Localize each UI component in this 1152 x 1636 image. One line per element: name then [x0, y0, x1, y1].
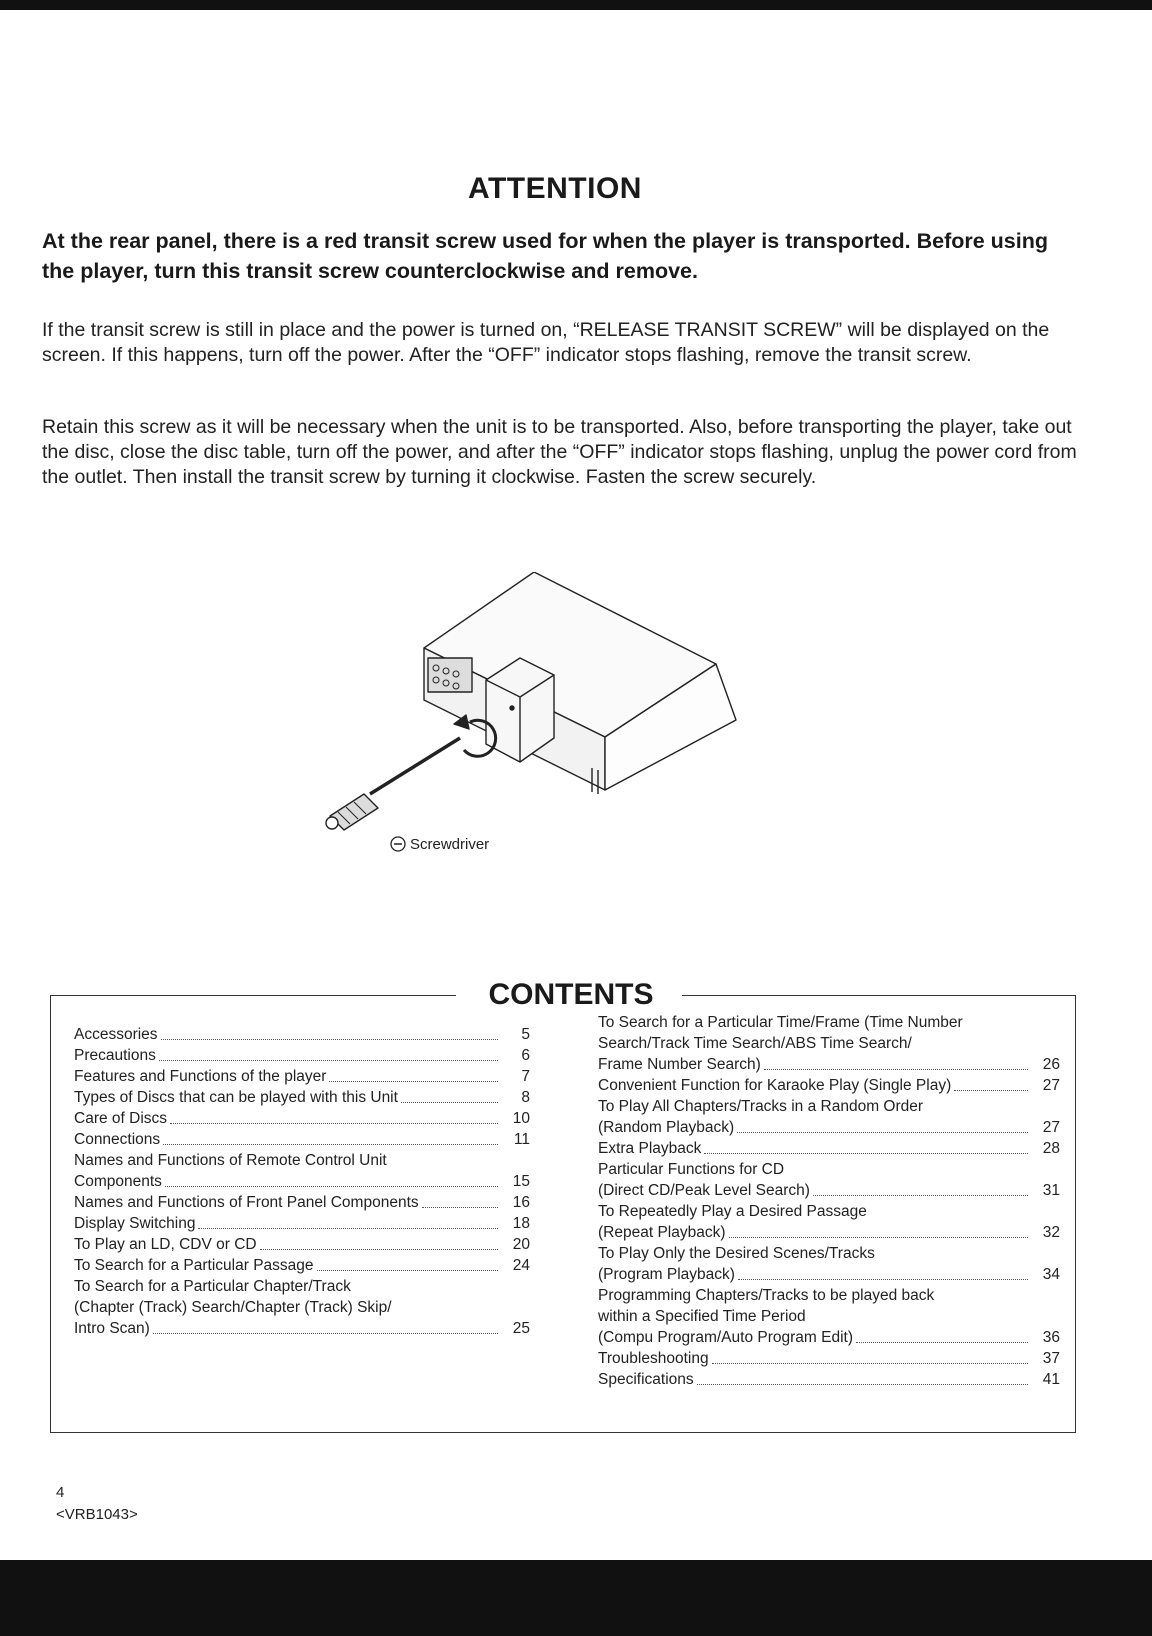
- toc-entry: [74, 1087, 530, 1108]
- toc-leader-dots: [738, 1279, 1028, 1280]
- toc-page-number: 8: [521, 1089, 530, 1106]
- toc-entry-text: Names and Functions of Remote Control Unit: [74, 1152, 387, 1169]
- toc-entry-text: To Repeatedly Play a Desired Passage: [598, 1203, 867, 1220]
- toc-leader-dots: [198, 1228, 498, 1229]
- rear-connector-block: [428, 658, 472, 692]
- toc-entry: [598, 1138, 1060, 1159]
- toc-entry-text: Care of Discs: [74, 1110, 168, 1127]
- toc-entry: [74, 1045, 530, 1066]
- toc-leader-dots: [954, 1090, 1028, 1091]
- toc-leader-dots: [729, 1237, 1028, 1238]
- transit-screw-warning: At the rear panel, there is a red transit screw used for when the player is transported. Before using the player, turn this transit screw counterclockwise and remove.: [42, 229, 1048, 283]
- toc-entry-text: Convenient Function for Karaoke Play (Single Play): [598, 1077, 952, 1094]
- toc-page-number: 5: [521, 1026, 530, 1043]
- toc-entry-text: Connections: [74, 1131, 161, 1148]
- toc-page-number: 24: [512, 1257, 530, 1274]
- toc-entry-text: Specifications: [598, 1371, 694, 1388]
- toc-leader-dots: [260, 1249, 498, 1250]
- toc-leader-dots: [737, 1132, 1028, 1133]
- toc-entry: [74, 1108, 530, 1129]
- toc-page-number: 27: [1042, 1077, 1060, 1094]
- toc-leader-dots: [161, 1039, 498, 1040]
- toc-leader-dots: [697, 1384, 1028, 1385]
- toc-page-number: 7: [521, 1068, 530, 1085]
- toc-page-number: 31: [1042, 1182, 1060, 1199]
- page-title: ATTENTION: [468, 172, 642, 205]
- page-number: 4: [56, 1484, 65, 1501]
- toc-entry-text: (Chapter (Track) Search/Chapter (Track) Skip/: [74, 1299, 392, 1316]
- toc-entry-text: Types of Discs that can be played with this Unit: [74, 1089, 398, 1106]
- toc-entry: [74, 1024, 530, 1045]
- toc-page-number: 11: [513, 1131, 530, 1148]
- toc-entry-text: Search/Track Time Search/ABS Time Search/: [598, 1035, 912, 1052]
- contents-title: CONTENTS: [462, 978, 680, 1012]
- toc-entry: [598, 1096, 1060, 1138]
- toc-entry: [598, 1075, 1060, 1096]
- toc-leader-dots: [813, 1195, 1028, 1196]
- toc-page-number: 6: [521, 1047, 530, 1064]
- toc-entry-text: Intro Scan): [74, 1320, 150, 1337]
- toc-leader-dots: [317, 1270, 498, 1271]
- toc-page-number: 26: [1042, 1056, 1060, 1073]
- contents-column-right: [598, 1012, 1060, 1390]
- toc-entry: [598, 1348, 1060, 1369]
- toc-entry: [598, 1159, 1060, 1201]
- retain-screw-paragraph: Retain this screw as it will be necessary when the unit is to be transported. Also, before transporting the player, take out the disc, close the disc table, turn off the power, and after the “OFF” indicator stops flashing, unplug the power cord from the outlet. Then install the transit screw by turning it clockwise. Fasten the screw securely.: [42, 416, 1077, 488]
- toc-entry-text: (Program Playback): [598, 1266, 735, 1283]
- toc-entry-text: Accessories: [74, 1026, 158, 1043]
- toc-entry-text: Features and Functions of the player: [74, 1068, 327, 1085]
- toc-entry: [598, 1243, 1060, 1285]
- rear-panel-screw-illustration: [320, 572, 780, 862]
- toc-entry-text: Display Switching: [74, 1215, 196, 1232]
- toc-page-number: 20: [512, 1236, 530, 1253]
- toc-entry: [74, 1192, 530, 1213]
- toc-entry: [74, 1276, 530, 1339]
- scan-top-border: [0, 0, 1152, 10]
- screwdriver-shaft: [370, 738, 460, 794]
- toc-entry: [74, 1150, 530, 1192]
- scan-bottom-border: [0, 1560, 1152, 1636]
- toc-entry-text: Names and Functions of Front Panel Components: [74, 1194, 419, 1211]
- toc-page-number: 27: [1042, 1119, 1060, 1136]
- release-screw-paragraph: If the transit screw is still in place and the power is turned on, “RELEASE TRANSIT SCREW” will be displayed on the screen. If this happens, turn off the power. After the “OFF” indicator stops flashing, remove the transit screw.: [42, 319, 1050, 366]
- toc-entry-text: (Compu Program/Auto Program Edit): [598, 1329, 853, 1346]
- toc-entry-text: (Repeat Playback): [598, 1224, 726, 1241]
- toc-page-number: 18: [512, 1215, 530, 1232]
- toc-leader-dots: [422, 1207, 498, 1208]
- toc-entry-text: To Search for a Particular Chapter/Track: [74, 1278, 351, 1295]
- toc-entry-text: To Play All Chapters/Tracks in a Random Order: [598, 1098, 924, 1115]
- toc-leader-dots: [401, 1102, 498, 1103]
- toc-leader-dots: [170, 1123, 498, 1124]
- toc-entry-text: To Play Only the Desired Scenes/Tracks: [598, 1245, 875, 1262]
- toc-entry-text: To Play an LD, CDV or CD: [74, 1236, 257, 1253]
- toc-leader-dots: [153, 1333, 498, 1334]
- toc-leader-dots: [712, 1363, 1028, 1364]
- toc-page-number: 10: [512, 1110, 530, 1127]
- toc-leader-dots: [856, 1342, 1028, 1343]
- toc-page-number: 15: [512, 1173, 530, 1190]
- toc-entry-text: Extra Playback: [598, 1140, 702, 1157]
- toc-entry: [74, 1129, 530, 1150]
- toc-entry-text: Troubleshooting: [598, 1350, 709, 1367]
- toc-entry-text: Particular Functions for CD: [598, 1161, 785, 1178]
- toc-page-number: 32: [1042, 1224, 1060, 1241]
- toc-page-number: 28: [1042, 1140, 1060, 1157]
- toc-entry: [74, 1066, 530, 1087]
- toc-entry: [74, 1213, 530, 1234]
- toc-leader-dots: [165, 1186, 498, 1187]
- screwdriver-label: [390, 836, 489, 853]
- toc-page-number: 34: [1042, 1266, 1060, 1283]
- toc-entry: [74, 1255, 530, 1276]
- toc-entry-text: Frame Number Search): [598, 1056, 761, 1073]
- toc-leader-dots: [163, 1144, 498, 1145]
- toc-entry-text: To Search for a Particular Time/Frame (Time Number: [598, 1014, 963, 1031]
- toc-entry: [598, 1369, 1060, 1390]
- toc-entry: [598, 1201, 1060, 1243]
- contents-column-left: [74, 1024, 530, 1339]
- toc-entry: [598, 1012, 1060, 1075]
- toc-leader-dots: [764, 1069, 1028, 1070]
- toc-page-number: 41: [1042, 1371, 1060, 1388]
- toc-page-number: 16: [512, 1194, 530, 1211]
- toc-entry-text: (Direct CD/Peak Level Search): [598, 1182, 810, 1199]
- toc-entry-text: Programming Chapters/Tracks to be played back: [598, 1287, 935, 1304]
- toc-entry-text: Precautions: [74, 1047, 156, 1064]
- toc-entry-text: To Search for a Particular Passage: [74, 1257, 314, 1274]
- toc-page-number: 25: [512, 1320, 530, 1337]
- toc-entry: [598, 1285, 1060, 1348]
- toc-entry-text: (Random Playback): [598, 1119, 735, 1136]
- toc-page-number: 37: [1042, 1350, 1060, 1367]
- toc-entry: [74, 1234, 530, 1255]
- document-code: <VRB1043>: [56, 1506, 138, 1523]
- toc-entry-text: within a Specified Time Period: [598, 1308, 806, 1325]
- toc-leader-dots: [159, 1060, 498, 1061]
- toc-entry-text: Components: [74, 1173, 162, 1190]
- toc-leader-dots: [329, 1081, 498, 1082]
- toc-leader-dots: [704, 1153, 1028, 1154]
- toc-page-number: 36: [1042, 1329, 1060, 1346]
- minus-circle-icon: [390, 836, 406, 852]
- screwdriver-text: Screwdriver: [410, 836, 490, 853]
